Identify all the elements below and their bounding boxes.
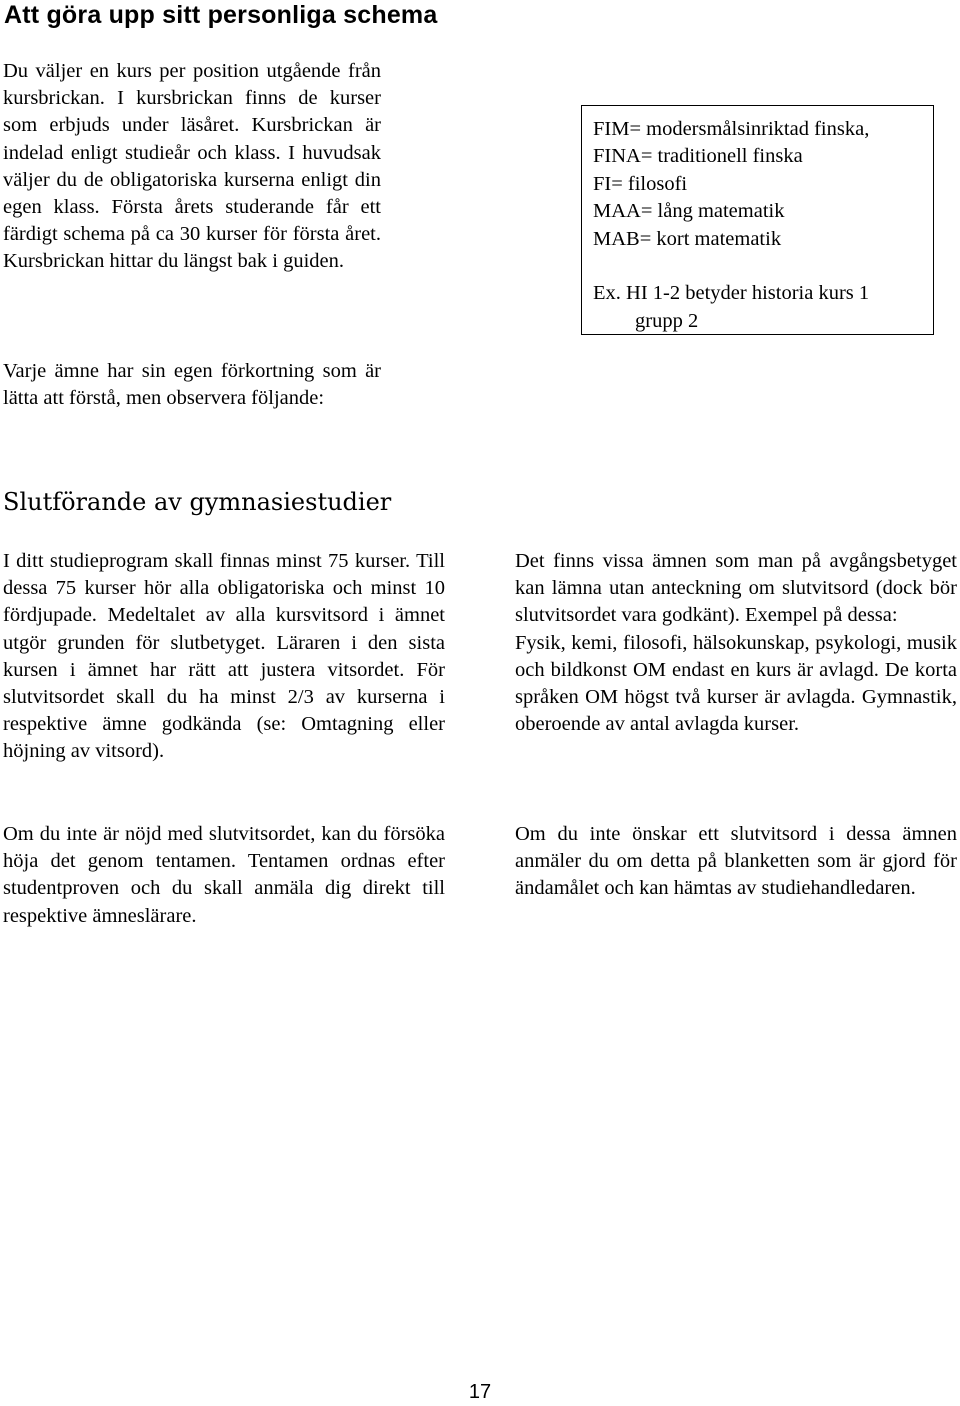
intro-paragraph: Du väljer en kurs per position utgående från kursbrickan. I kursbrickan finns de kurser som erbjuds under läsåret. Kursbrickan är indelad enligt studieår och klass. I huvudsak väljer du de obligatoriska kurserna enligt din egen klass. Första årets studerande får ett färdigt schema på ca 30 kurser för första året. Kursbrickan hittar du längst bak i guiden.: [3, 60, 381, 273]
abbreviation-info-box: [581, 105, 934, 335]
info-line-fi: FI= filosofi: [593, 172, 688, 195]
section-title: Slutförande av gymnasiestudier: [3, 488, 392, 516]
left-paragraph-1: I ditt studieprogram skall finnas minst 75 kurser. Till dessa 75 kurser hör alla obligatoriska och minst 10 fördjupade. Medeltalet av alla kursvitsord i ämnet utgör grunden för slutbetyget. Läraren i den sista kursen i ämnet har rätt att justera vitsordet. För slutvitsordet skall du ha minst 2/3 av kurserna i respektive ämne godkända (se: Omtagning eller höjning av vitsord).: [3, 550, 445, 763]
right-paragraph-1-intro: Det finns vissa ämnen som man på avgångsbetyget kan lämna utan anteckning om slutvitsord (dock bör slutvitsordet vara godkänt). Exempel på dessa:: [515, 550, 957, 627]
right-paragraph-1-examples: Fysik, kemi, filosofi, hälsokunskap, psykologi, musik och bildkonst OM endast en kurs är avlagd. De korta språken OM högst två kurser är avlagda. Gymnastik, oberoende av antal avlagda kurser.: [515, 631, 957, 736]
page-title: Att göra upp sitt personliga schema: [4, 1, 438, 29]
right-paragraph-1: [515, 548, 957, 738]
page-number-text: 17: [468, 1381, 492, 1403]
info-spacer: [593, 253, 933, 280]
info-line-fina: FINA= traditionell finska: [593, 145, 803, 168]
right-paragraph-2: Om du inte önskar ett slutvitsord i dessa ämnen anmäler du om detta på blanketten som är gjord för ändamålet och kan hämtas av studiehandledaren.: [515, 823, 957, 900]
info-line-maa: MAA= lång matematik: [593, 200, 785, 223]
info-example-continuation: grupp 2: [635, 309, 699, 332]
left-paragraph-2: Om du inte är nöjd med slutvitsordet, kan du försöka höja det genom tentamen. Tentamen ordnas efter studentproven och du skall anmäla dig direkt till respektive ämneslärare.: [3, 823, 445, 927]
info-example-line: Ex. HI 1-2 betyder historia kurs 1: [593, 282, 870, 305]
info-line-mab: MAB= kort matematik: [593, 227, 782, 250]
abbreviation-paragraph: Varje ämne har sin egen förkortning som är lätta att förstå, men observera följande:: [3, 360, 381, 410]
info-line-fim: FIM= modersmålsinriktad finska,: [593, 118, 870, 140]
page-number: [0, 1381, 960, 1403]
